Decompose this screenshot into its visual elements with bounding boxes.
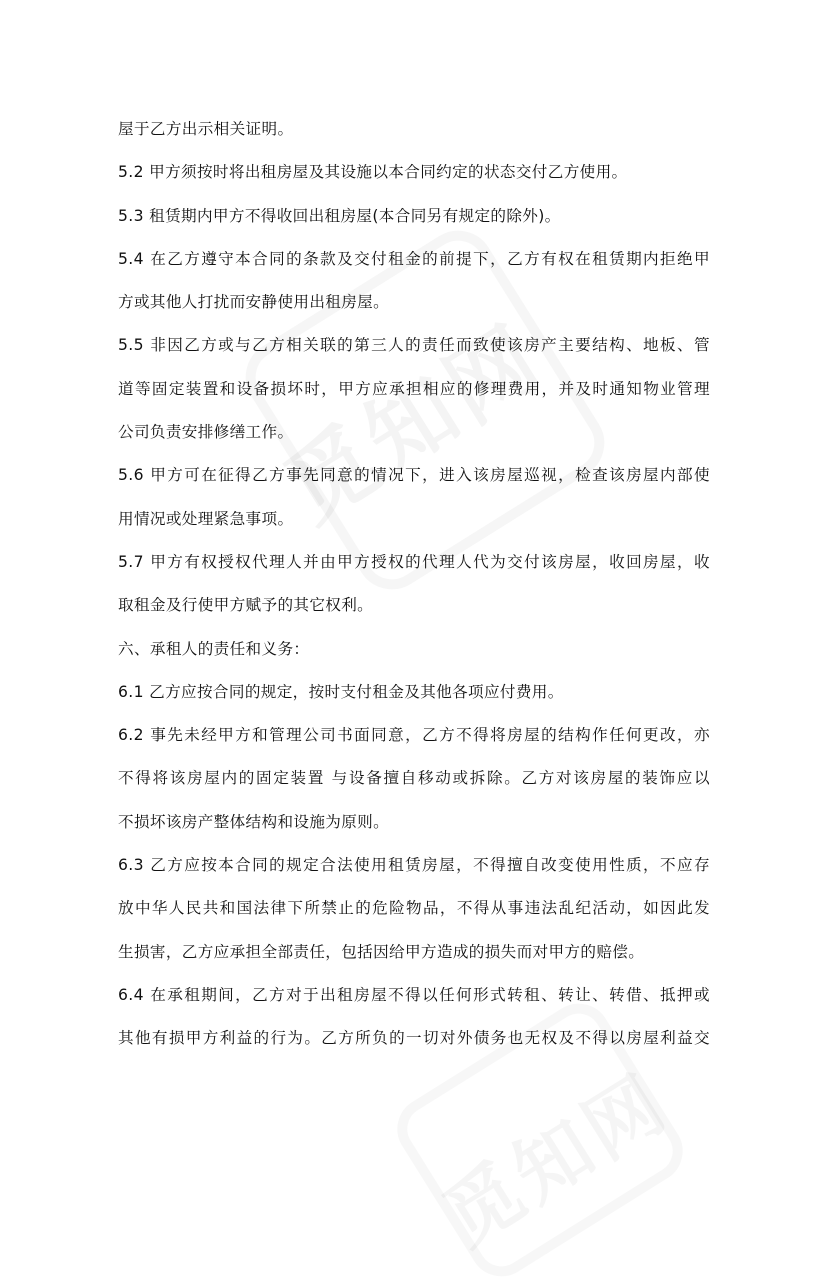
text-line: 屋于乙方出示相关证明。 xyxy=(118,120,294,138)
text-line: 不得将该房屋内的固定装置 与设备擅自移动或拆除。乙方对该房屋的装饰应以 xyxy=(118,769,710,788)
text-line: 取租金及行使甲方赋予的其它权利。 xyxy=(118,596,374,615)
text-line: 6.4 在承租期间，乙方对于出租房屋不得以任何形式转租、转让、转借、抵押或 xyxy=(118,985,710,1004)
text-line: 5.6 甲方可在征得乙方事先同意的情况下，进入该房屋巡视，检查该房屋内部使 xyxy=(118,466,710,485)
text-line: 公司负责安排修缮工作。 xyxy=(118,423,294,442)
text-line: 6.2 事先未经甲方和管理公司书面同意，乙方不得将房屋的结构作任何更改，亦 xyxy=(118,726,710,745)
text-line: 用情况或处理紧急事项。 xyxy=(118,509,294,528)
text-line: 5.3 租赁期内甲方不得收回出租房屋(本合同另有规定的除外)。 xyxy=(118,206,561,225)
text-line: 5.4 在乙方遵守本合同的条款及交付租金的前提下，乙方有权在租赁期内拒绝甲 xyxy=(118,249,710,268)
text-line: 其他有损甲方利益的行为。乙方所负的一切对外债务也无权及不得以房屋利益交 xyxy=(118,1029,710,1048)
text-line: 5.5 非因乙方或与乙方相关联的第三人的责任而致使该房产主要结构、地板、管 xyxy=(118,336,710,355)
text-line: 生损害，乙方应承担全部责任，包括因给甲方造成的损失而对甲方的赔偿。 xyxy=(118,942,645,961)
text-line: 6.3 乙方应按本合同的规定合法使用租赁房屋，不得擅自改变使用性质，不应存 xyxy=(118,856,710,875)
text-line: 6.1 乙方应按合同的规定，按时支付租金及其他各项应付费用。 xyxy=(118,682,564,701)
text-line: 5.2 甲方须按时将出租房屋及其设施以本合同约定的状态交付乙方使用。 xyxy=(118,163,628,182)
text-line: 道等固定装置和设备损坏时，甲方应承担相应的修理费用，并及时通知物业管理 xyxy=(118,379,710,398)
section-heading: 六、承租人的责任和义务： xyxy=(118,639,310,658)
text-line: 不损坏该房产整体结构和设施为原则。 xyxy=(118,812,390,831)
text-line: 方或其他人打扰而安静使用出租房屋。 xyxy=(118,293,390,312)
document-body xyxy=(118,108,710,1061)
text-line: 放中华人民共和国法律下所禁止的危险物品，不得从事违法乱纪活动，如因此发 xyxy=(118,899,710,918)
text-line: 5.7 甲方有权授权代理人并由甲方授权的代理人代为交付该房屋，收回房屋，收 xyxy=(118,552,710,571)
